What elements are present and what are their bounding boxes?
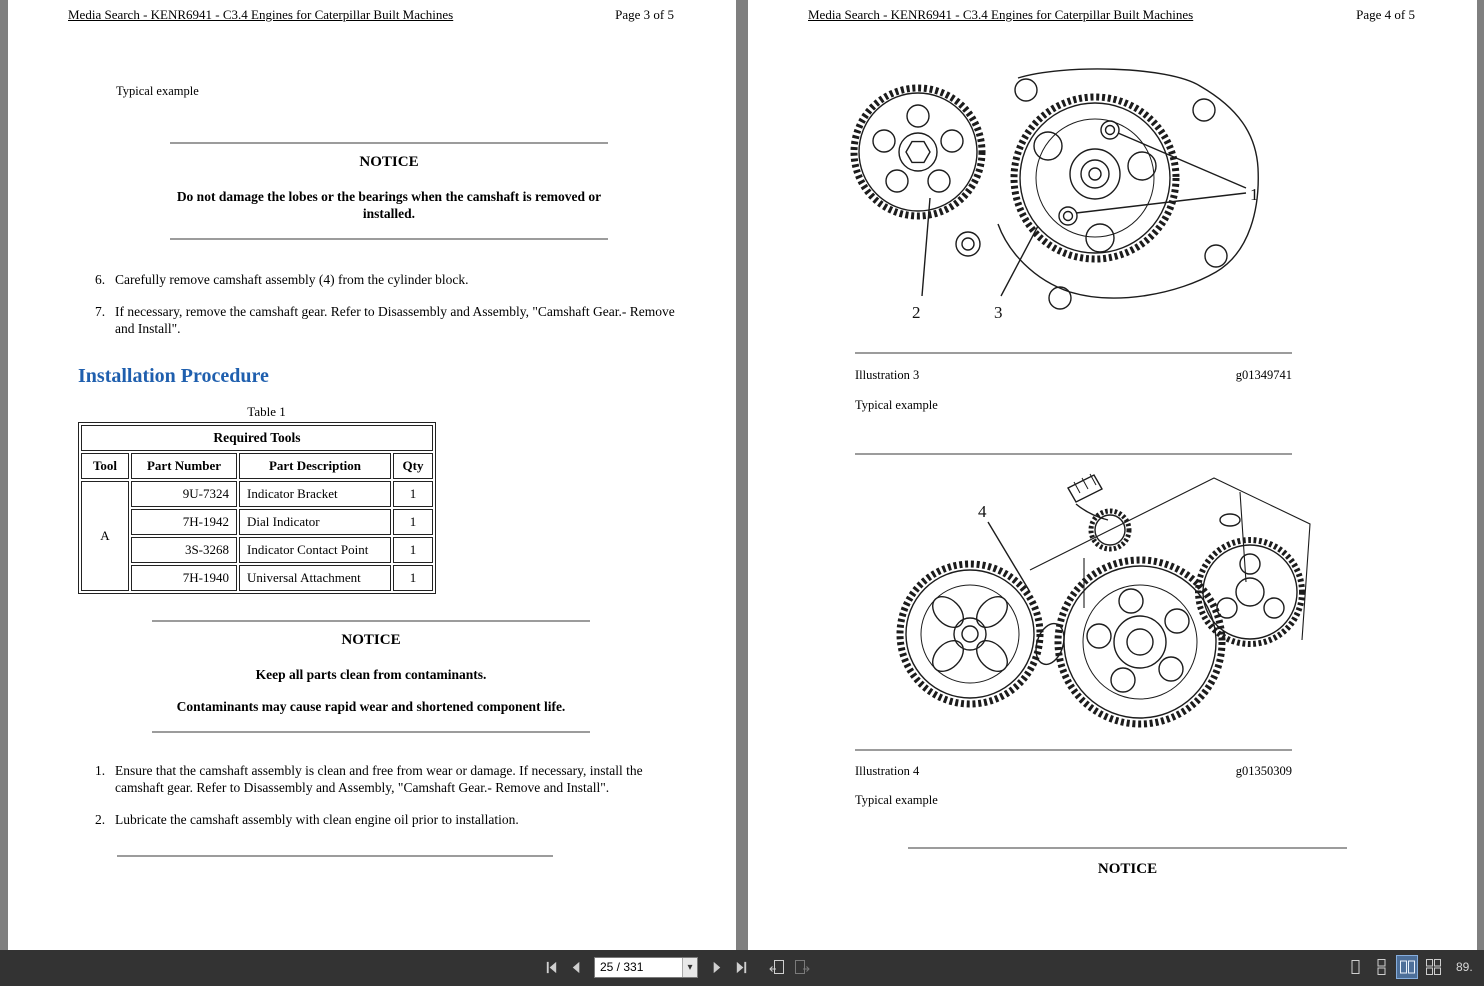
illustration-3-figure	[848, 56, 1300, 340]
illustration-4-meta	[855, 764, 1292, 779]
divider	[152, 620, 590, 622]
continuous-view-icon	[1373, 959, 1390, 975]
document-page-3	[8, 0, 736, 950]
step-text: Lubricate the camshaft assembly with clean engine oil prior to installation.	[115, 811, 519, 827]
step-item	[95, 272, 675, 289]
next-page-button[interactable]	[705, 955, 727, 979]
notice-title: NOTICE	[359, 154, 419, 170]
step-item	[95, 763, 675, 797]
table-row	[81, 509, 433, 535]
page-number-label: Page 3 of 5	[615, 7, 674, 22]
page-4-header	[748, 0, 1477, 23]
table-row	[81, 537, 433, 563]
previous-view-button[interactable]	[766, 955, 788, 979]
divider	[170, 142, 608, 144]
single-page-view-icon	[1347, 959, 1364, 975]
document-page-4	[748, 0, 1477, 950]
table-row	[81, 481, 433, 507]
first-page-icon	[544, 960, 559, 975]
cell-part-number: 7H-1942	[131, 509, 237, 535]
single-page-view-button[interactable]	[1344, 955, 1366, 979]
divider	[117, 855, 553, 857]
cell-part-number: 3S-3268	[131, 537, 237, 563]
table-title-row	[81, 425, 433, 451]
step-number: 2.	[95, 811, 106, 827]
page-layout-group	[1344, 955, 1473, 979]
illustration-code: g01349741	[1235, 368, 1292, 382]
installation-steps	[8, 763, 736, 829]
callout-1-label: 1	[1250, 185, 1259, 204]
zoom-level[interactable]: 89.	[1456, 960, 1473, 974]
previous-page-button[interactable]	[565, 955, 587, 979]
cell-description: Indicator Contact Point	[239, 537, 391, 563]
page-number-combo[interactable]	[594, 957, 698, 978]
col-header-tool: Tool	[81, 453, 129, 479]
document-title: Media Search - KENR6941 - C3.4 Engines for Caterpillar Built Machines	[808, 7, 1194, 22]
table-header-row	[81, 453, 433, 479]
notice-body-line2: Contaminants may cause rapid wear and shortened component life.	[176, 699, 566, 715]
step-number: 1.	[95, 763, 106, 779]
next-page-icon	[709, 960, 724, 975]
table-caption: Table 1	[247, 404, 286, 420]
callout-2-label: 2	[912, 303, 921, 322]
first-page-button[interactable]	[540, 955, 562, 979]
page-3-header	[8, 0, 736, 23]
notice-title: NOTICE	[341, 632, 401, 649]
divider	[908, 847, 1347, 849]
cell-tool: A	[81, 481, 129, 591]
divider	[152, 731, 590, 733]
cell-description: Dial Indicator	[239, 509, 391, 535]
step-text: Ensure that the camshaft assembly is clean and free from wear or damage. If necessary, install the camshaft gear. Refer to Disassembly and Assembly, "Camshaft Gear.- Remove and Install".	[115, 763, 643, 795]
cell-description: Indicator Bracket	[239, 481, 391, 507]
col-header-part-description: Part Description	[239, 453, 391, 479]
divider	[855, 749, 1292, 751]
last-page-icon	[734, 960, 749, 975]
col-header-part-number: Part Number	[131, 453, 237, 479]
step-number: 7.	[95, 303, 106, 319]
illustration-3-caption: Typical example	[855, 398, 938, 412]
document-title: Media Search - KENR6941 - C3.4 Engines for Caterpillar Built Machines	[68, 7, 454, 22]
notice-block-contaminants	[152, 620, 590, 733]
divider	[855, 453, 1292, 455]
facing-pages-view-button[interactable]	[1396, 955, 1418, 979]
illustration-label: Illustration 3	[855, 368, 920, 382]
divider	[170, 238, 608, 240]
divider	[855, 352, 1292, 354]
cell-qty: 1	[393, 481, 433, 507]
cell-qty: 1	[393, 565, 433, 591]
continuous-facing-view-button[interactable]	[1422, 955, 1444, 979]
continuous-facing-view-icon	[1425, 959, 1442, 975]
illustration-code: g01350309	[1235, 764, 1292, 778]
notice-body: Do not damage the lobes or the bearings when the camshaft is removed or installed.	[176, 189, 602, 221]
step-text: If necessary, remove the camshaft gear. Refer to Disassembly and Assembly, "Camshaft Gear.- Remove and Install".	[115, 303, 675, 336]
page-number-input[interactable]	[595, 958, 682, 977]
illustration-3-meta	[855, 368, 1292, 383]
cell-description: Universal Attachment	[239, 565, 391, 591]
chevron-down-icon[interactable]: ▾	[682, 958, 697, 977]
cell-qty: 1	[393, 537, 433, 563]
next-view-icon	[794, 959, 810, 975]
step-number: 6.	[95, 271, 106, 287]
cell-part-number: 7H-1940	[131, 565, 237, 591]
previous-view-icon	[769, 959, 785, 975]
notice-title: NOTICE	[1097, 861, 1158, 877]
cell-qty: 1	[393, 509, 433, 535]
last-page-button[interactable]	[730, 955, 752, 979]
previous-page-icon	[569, 960, 584, 975]
page-number-label: Page 4 of 5	[1356, 7, 1415, 22]
typical-example-caption: Typical example	[116, 84, 199, 98]
step-item	[95, 812, 675, 829]
notice-block-camshaft	[170, 142, 608, 240]
callout-4-label: 4	[978, 502, 987, 521]
required-tools-table	[78, 422, 436, 594]
table-row	[81, 565, 433, 591]
step-item	[95, 304, 675, 338]
cell-part-number: 9U-7324	[131, 481, 237, 507]
next-view-button[interactable]	[791, 955, 813, 979]
callout-3-label: 3	[994, 303, 1003, 322]
step-text: Carefully remove camshaft assembly (4) from the cylinder block.	[115, 271, 469, 287]
illustration-4-figure	[878, 462, 1320, 747]
col-header-qty: Qty	[393, 453, 433, 479]
removal-steps	[8, 272, 736, 338]
table-title: Required Tools	[81, 425, 433, 451]
section-heading-installation-procedure: Installation Procedure	[78, 365, 269, 388]
continuous-view-button[interactable]	[1370, 955, 1392, 979]
facing-pages-view-icon	[1399, 959, 1416, 975]
illustration-label: Illustration 4	[855, 764, 920, 778]
page-navigation-group	[540, 955, 813, 979]
viewer-toolbar	[0, 950, 1484, 986]
illustration-4-caption: Typical example	[855, 793, 938, 807]
notice-body-line1: Keep all parts clean from contaminants.	[255, 667, 487, 683]
